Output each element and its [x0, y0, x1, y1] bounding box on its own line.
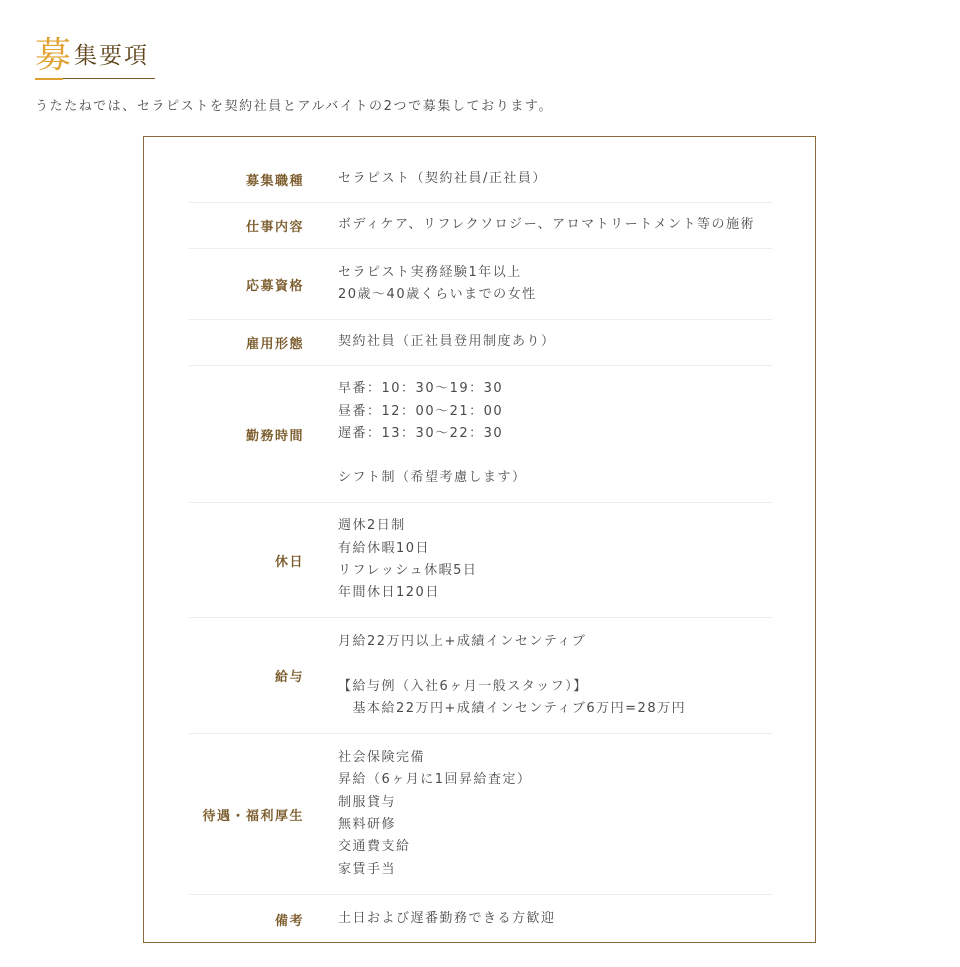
- section-heading: [35, 30, 155, 79]
- row-value-line: [338, 653, 686, 675]
- row-label: 募集職種: [245, 174, 304, 189]
- row-value-line: セラピスト実務経験1年以上: [338, 264, 522, 280]
- row-value-line: 有給休暇10日: [338, 540, 431, 556]
- row-value-line: 制服貸与: [338, 794, 397, 810]
- row-value: [338, 262, 537, 307]
- row-value-line: 年間休日120日: [338, 585, 440, 601]
- row-label: 勤務時間: [245, 428, 304, 444]
- row-value-line: 契約社員（正社員登用制度あり）: [338, 334, 556, 350]
- row-value-line: 交通費支給: [338, 839, 411, 855]
- table-row: [189, 157, 772, 203]
- row-value: [338, 747, 532, 881]
- row-value-line: 週休2日制: [338, 518, 406, 534]
- row-value: [338, 378, 527, 489]
- row-value-line: 昇給（6ヶ月に1回昇給査定）: [338, 772, 532, 788]
- row-value-line: 遅番：13：30〜22：30: [338, 425, 504, 441]
- table-row: [189, 249, 772, 320]
- row-label: 仕事内容: [245, 220, 304, 235]
- row-value-line: 社会保険完備: [338, 750, 426, 766]
- recruitment-table-box: [143, 136, 816, 943]
- row-value-line: 早番：10：30〜19：30: [338, 381, 504, 397]
- row-value-line: [338, 445, 527, 467]
- table-row: [189, 895, 772, 943]
- row-value-line: 月給22万円以上+成績インセンティブ: [338, 633, 587, 649]
- table-row: [189, 618, 772, 734]
- row-label: 待遇・福利厚生: [202, 808, 304, 824]
- row-label: 休日: [274, 554, 304, 570]
- row-value-line: リフレッシュ休暇5日: [338, 563, 478, 578]
- row-value: [338, 631, 686, 720]
- row-label: 応募資格: [245, 278, 304, 294]
- row-value-line: ボディケア、リフレクソロジー、アロマトリートメント等の施術: [338, 217, 755, 233]
- row-label: 備考: [274, 913, 304, 929]
- row-value: [338, 908, 556, 930]
- heading-text: 集要項: [74, 43, 150, 69]
- table-row: [189, 734, 772, 895]
- table-row: [189, 320, 772, 366]
- row-value-line: 無料研修: [338, 817, 397, 832]
- heading-accent-char: 募: [35, 35, 73, 76]
- row-value: [338, 515, 477, 604]
- row-value: [338, 168, 547, 190]
- row-value: [338, 331, 556, 353]
- recruitment-table: [189, 157, 772, 943]
- row-value-line: 基本給22万円+成績インセンティブ6万円=28万円: [338, 700, 687, 716]
- row-value-line: シフト制（希望考慮します）: [338, 470, 527, 486]
- row-label: 給与: [274, 670, 304, 685]
- row-value-line: セラピスト（契約社員/正社員）: [338, 171, 547, 187]
- row-value-line: 昼番：12：00〜21：00: [338, 403, 504, 419]
- row-label: 雇用形態: [245, 337, 304, 352]
- row-value-line: 【給与例（入社6ヶ月一般スタッフ）】: [338, 678, 588, 694]
- table-row: [189, 203, 772, 249]
- row-value-line: 20歳〜40歳くらいまでの女性: [338, 287, 537, 302]
- table-row: [189, 503, 772, 618]
- row-value-line: 土日および遅番勤務できる方歓迎: [338, 910, 556, 926]
- row-value: [338, 214, 755, 236]
- row-value-line: 家賃手当: [338, 861, 397, 877]
- heading-accent-line: [35, 78, 63, 80]
- intro-text: うたたねでは、セラピストを契約社員とアルバイトの2つで募集しております。: [35, 99, 554, 114]
- table-row: [189, 366, 772, 503]
